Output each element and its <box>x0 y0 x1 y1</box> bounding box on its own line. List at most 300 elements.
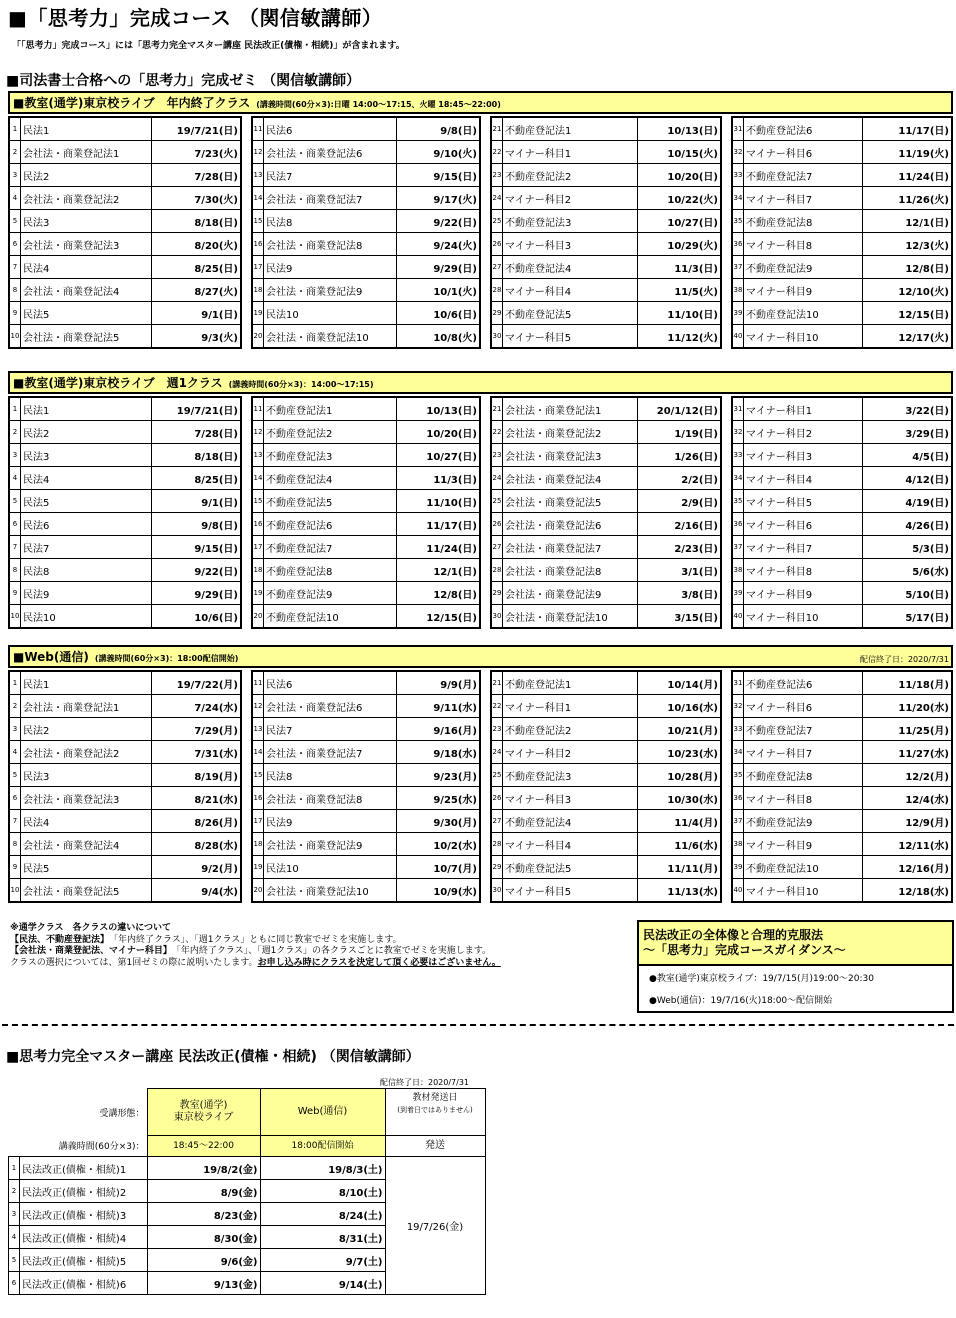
session-subject: 不動産登記法5 <box>503 856 638 879</box>
lecture-date-classroom: 19/8/2(金) <box>147 1157 260 1180</box>
table-row <box>9 210 241 233</box>
session-number: 22 <box>491 695 503 718</box>
block-title: ■Web(通信) <box>13 650 89 664</box>
session-date: 10/16(水) <box>638 695 722 718</box>
session-subject: マイナー科目3 <box>503 787 638 810</box>
session-date: 11/24(日) <box>397 536 481 559</box>
block-columns <box>8 670 953 903</box>
session-date: 11/17(日) <box>863 117 953 141</box>
table-row <box>252 325 480 349</box>
session-subject: 不動産登記法8 <box>744 210 863 233</box>
session-number: 32 <box>732 141 744 164</box>
session-subject: 民法2 <box>21 718 152 741</box>
table-row <box>9 164 241 187</box>
session-date: 12/15(日) <box>397 605 481 629</box>
session-number: 37 <box>732 810 744 833</box>
table-row <box>9 397 241 421</box>
session-date: 2/2(日) <box>638 467 722 490</box>
session-number: 7 <box>9 810 21 833</box>
session-subject: 会社法・商業登記法7 <box>503 536 638 559</box>
session-number: 29 <box>491 582 503 605</box>
session-number: 28 <box>491 559 503 582</box>
session-number: 13 <box>252 444 264 467</box>
session-date: 12/3(火) <box>863 233 953 256</box>
form-label: 受講形態： <box>99 1108 145 1119</box>
session-subject: 不動産登記法3 <box>503 210 638 233</box>
session-number: 4 <box>9 741 21 764</box>
session-subject: マイナー科目9 <box>744 279 863 302</box>
session-date: 11/6(水) <box>638 833 722 856</box>
table-row <box>9 559 241 582</box>
table-row <box>491 397 721 421</box>
session-number: 8 <box>9 833 21 856</box>
session-number: 25 <box>491 490 503 513</box>
table-row <box>252 582 480 605</box>
session-subject: 不動産登記法2 <box>503 164 638 187</box>
session-date: 9/30(月) <box>397 810 481 833</box>
session-subject: 民法5 <box>21 856 152 879</box>
session-date: 10/29(火) <box>638 233 722 256</box>
schedule-table <box>251 116 481 349</box>
session-date: 10/23(水) <box>638 741 722 764</box>
session-date: 11/26(火) <box>863 187 953 210</box>
session-date: 12/10(火) <box>863 279 953 302</box>
session-number: 16 <box>252 233 264 256</box>
session-number: 32 <box>732 421 744 444</box>
session-subject: 民法1 <box>21 117 152 141</box>
session-number: 40 <box>732 879 744 903</box>
notes-line <box>10 935 630 947</box>
lecture-name: 民法改正(債権・相続)6 <box>20 1272 147 1295</box>
header-classroom-line1: 教室(通学) <box>179 1100 228 1111</box>
session-number: 31 <box>732 397 744 421</box>
session-date: 7/28(日) <box>152 421 242 444</box>
table-row <box>491 279 721 302</box>
table-row <box>732 256 952 279</box>
table-row <box>732 582 952 605</box>
session-date: 12/9(月) <box>863 810 953 833</box>
header-shipping-line1: 教材発送日 <box>412 1093 458 1103</box>
session-number: 10 <box>9 325 21 349</box>
session-date: 4/12(日) <box>863 467 953 490</box>
session-date: 8/27(火) <box>152 279 242 302</box>
session-number: 35 <box>732 764 744 787</box>
table-row <box>491 582 721 605</box>
session-subject: 不動産登記法6 <box>264 513 397 536</box>
table-row <box>252 141 480 164</box>
table-row <box>491 536 721 559</box>
session-subject: マイナー科目8 <box>744 559 863 582</box>
table-row <box>9 605 241 629</box>
time-classroom: 18:45～22:00 <box>147 1136 260 1157</box>
session-number: 10 <box>9 879 21 903</box>
session-date: 9/1(日) <box>152 490 242 513</box>
session-date: 11/20(水) <box>863 695 953 718</box>
schedule-table <box>8 670 242 903</box>
session-number: 21 <box>491 117 503 141</box>
session-date: 12/17(火) <box>863 325 953 349</box>
session-subject: マイナー科目7 <box>744 187 863 210</box>
session-date: 10/13(日) <box>397 397 481 421</box>
session-number: 23 <box>491 444 503 467</box>
table-row <box>9 513 241 536</box>
session-date: 9/11(水) <box>397 695 481 718</box>
table-row <box>491 187 721 210</box>
session-number: 21 <box>491 671 503 695</box>
notes-text: クラスの選択については、第1回ゼミの際に説明いたします。 <box>10 957 258 968</box>
session-subject: 不動産登記法3 <box>503 764 638 787</box>
table-row <box>252 764 480 787</box>
block-columns <box>8 116 953 349</box>
session-date: 10/13(日) <box>638 117 722 141</box>
session-subject: 民法6 <box>264 117 397 141</box>
session-subject: マイナー科目2 <box>503 187 638 210</box>
schedule-block <box>8 371 953 629</box>
session-date: 7/31(水) <box>152 741 242 764</box>
table-row <box>732 141 952 164</box>
session-subject: 会社法・商業登記法10 <box>503 605 638 629</box>
table-row <box>9 444 241 467</box>
table-row <box>9 256 241 279</box>
session-date: 10/30(水) <box>638 787 722 810</box>
session-date: 11/13(水) <box>638 879 722 903</box>
session-date: 7/28(日) <box>152 164 242 187</box>
session-subject: 会社法・商業登記法4 <box>503 467 638 490</box>
schedule-table <box>251 396 481 629</box>
session-date: 5/3(日) <box>863 536 953 559</box>
session-date: 5/6(水) <box>863 559 953 582</box>
table-row <box>252 559 480 582</box>
schedule-table <box>731 116 953 349</box>
session-subject: 不動産登記法1 <box>264 397 397 421</box>
session-subject: 会社法・商業登記法2 <box>503 421 638 444</box>
table-row <box>9 141 241 164</box>
table-row <box>9 233 241 256</box>
session-date: 10/1(火) <box>397 279 481 302</box>
session-date: 10/22(火) <box>638 187 722 210</box>
session-number: 11 <box>252 397 264 421</box>
table-row <box>491 117 721 141</box>
session-subject: 不動産登記法7 <box>744 718 863 741</box>
session-subject: マイナー科目9 <box>744 582 863 605</box>
session-number: 37 <box>732 256 744 279</box>
block-title: ■教室(通学)東京校ライブ 年内終了クラス <box>13 96 251 110</box>
table-row <box>252 856 480 879</box>
session-subject: 会社法・商業登記法8 <box>503 559 638 582</box>
session-date: 3/22(日) <box>863 397 953 421</box>
session-number: 2 <box>9 141 21 164</box>
table-row <box>491 302 721 325</box>
session-number: 14 <box>252 187 264 210</box>
session-date: 11/19(火) <box>863 141 953 164</box>
lecture-name: 民法改正(債権・相続)2 <box>20 1180 147 1203</box>
table-row <box>491 764 721 787</box>
session-date: 10/8(火) <box>397 325 481 349</box>
session-number: 36 <box>732 513 744 536</box>
lecture-date-web: 8/31(土) <box>260 1226 385 1249</box>
session-date: 12/8(日) <box>397 582 481 605</box>
session-subject: 民法8 <box>264 764 397 787</box>
lecture-number: 4 <box>9 1226 20 1249</box>
session-date: 9/3(火) <box>152 325 242 349</box>
session-date: 4/5(日) <box>863 444 953 467</box>
table-row <box>491 513 721 536</box>
session-number: 1 <box>9 117 21 141</box>
session-subject: 会社法・商業登記法3 <box>21 787 152 810</box>
block-end-date: 配信終了日：2020/7/31 <box>859 655 949 664</box>
session-number: 24 <box>491 187 503 210</box>
notes-emphasis: お申し込み時にクラスを決定して頂く必要はございません。 <box>257 957 501 968</box>
table-row <box>9 582 241 605</box>
session-date: 7/24(水) <box>152 695 242 718</box>
table-row <box>252 444 480 467</box>
session-date: 8/18(日) <box>152 444 242 467</box>
session-subject: 不動産登記法4 <box>503 256 638 279</box>
session-number: 39 <box>732 582 744 605</box>
session-number: 7 <box>9 536 21 559</box>
session-number: 39 <box>732 302 744 325</box>
session-date: 11/24(日) <box>863 164 953 187</box>
table-row <box>252 536 480 559</box>
table-row <box>252 810 480 833</box>
notes-line <box>10 946 630 958</box>
table-row <box>732 421 952 444</box>
schedule-table <box>8 116 242 349</box>
session-subject: 民法8 <box>264 210 397 233</box>
session-number: 13 <box>252 718 264 741</box>
table-row <box>491 718 721 741</box>
schedule-block <box>8 645 953 903</box>
table-row <box>732 810 952 833</box>
session-subject: 会社法・商業登記法6 <box>503 513 638 536</box>
lecture-date-classroom: 9/6(金) <box>147 1249 260 1272</box>
session-date: 9/15(日) <box>397 164 481 187</box>
table-row <box>491 164 721 187</box>
session-number: 9 <box>9 856 21 879</box>
guidance-line: ●Web(通信)：19/7/16(火)18:00～配信開始 <box>649 996 833 1006</box>
session-date: 3/1(日) <box>638 559 722 582</box>
table-row <box>252 164 480 187</box>
session-number: 6 <box>9 233 21 256</box>
table-row <box>491 444 721 467</box>
session-number: 22 <box>491 141 503 164</box>
session-number: 8 <box>9 279 21 302</box>
session-subject: 民法7 <box>264 164 397 187</box>
session-number: 18 <box>252 833 264 856</box>
lecture-name: 民法改正(債権・相続)5 <box>20 1249 147 1272</box>
session-subject: マイナー科目5 <box>744 490 863 513</box>
session-subject: 不動産登記法6 <box>744 671 863 695</box>
session-subject: 会社法・商業登記法9 <box>503 582 638 605</box>
session-number: 6 <box>9 787 21 810</box>
session-number: 11 <box>252 117 264 141</box>
session-subject: 民法3 <box>21 210 152 233</box>
session-subject: 不動産登記法10 <box>744 856 863 879</box>
session-date: 10/21(月) <box>638 718 722 741</box>
session-date: 1/19(日) <box>638 421 722 444</box>
table-row <box>491 605 721 629</box>
session-subject: 不動産登記法9 <box>264 582 397 605</box>
lecture-name: 民法改正(債権・相続)4 <box>20 1226 147 1249</box>
session-number: 27 <box>491 810 503 833</box>
session-subject: 不動産登記法1 <box>503 671 638 695</box>
table-row <box>491 210 721 233</box>
lecture-date-web: 19/8/3(土) <box>260 1157 385 1180</box>
session-date: 11/25(月) <box>863 718 953 741</box>
session-subject: 会社法・商業登記法1 <box>503 397 638 421</box>
table-row <box>732 467 952 490</box>
session-subject: 会社法・商業登記法10 <box>264 325 397 349</box>
table-row <box>252 302 480 325</box>
session-subject: 会社法・商業登記法4 <box>21 833 152 856</box>
session-subject: 会社法・商業登記法1 <box>21 695 152 718</box>
notes-heading: ※通学クラス 各クラスの違いについて <box>10 923 172 933</box>
session-date: 12/2(月) <box>863 764 953 787</box>
header-web: Web(通信) <box>260 1089 385 1136</box>
session-number: 24 <box>491 467 503 490</box>
table-row <box>9 879 241 903</box>
session-subject: 会社法・商業登記法5 <box>21 879 152 903</box>
session-subject: 民法7 <box>264 718 397 741</box>
time-label: 講義時間(60分×3)： <box>58 1142 145 1153</box>
lecture-date-web: 9/7(土) <box>260 1249 385 1272</box>
lecture-date-web: 8/10(土) <box>260 1180 385 1203</box>
session-number: 9 <box>9 582 21 605</box>
table-row <box>9 787 241 810</box>
session-subject: 民法10 <box>264 302 397 325</box>
session-date: 10/7(月) <box>397 856 481 879</box>
table-row <box>732 279 952 302</box>
session-number: 19 <box>252 856 264 879</box>
session-subject: 民法3 <box>21 444 152 467</box>
table-row <box>732 671 952 695</box>
table-row <box>252 879 480 903</box>
session-number: 17 <box>252 256 264 279</box>
session-date: 10/28(月) <box>638 764 722 787</box>
session-subject: マイナー科目3 <box>744 444 863 467</box>
session-date: 10/27(日) <box>397 444 481 467</box>
session-date: 10/6(日) <box>152 605 242 629</box>
table-row <box>9 1157 486 1180</box>
session-number: 12 <box>252 421 264 444</box>
table-row <box>252 490 480 513</box>
lecture-date-web: 9/14(土) <box>260 1272 385 1295</box>
session-number: 39 <box>732 856 744 879</box>
master-heading: ■思考力完全マスター講座 民法改正(債権・相続) （関信敏講師） <box>6 1049 420 1065</box>
session-subject: 会社法・商業登記法2 <box>21 741 152 764</box>
session-number: 5 <box>9 490 21 513</box>
table-row <box>732 856 952 879</box>
notes-label: 【会社法・商業登記法、マイナー科目】 <box>10 946 168 956</box>
table-row <box>491 421 721 444</box>
session-subject: 会社法・商業登記法9 <box>264 833 397 856</box>
table-row <box>491 787 721 810</box>
session-subject: マイナー科目8 <box>744 787 863 810</box>
session-subject: 不動産登記法5 <box>264 490 397 513</box>
session-number: 38 <box>732 833 744 856</box>
session-date: 5/10(日) <box>863 582 953 605</box>
block-columns <box>8 396 953 629</box>
notes-text: 「年内終了クラス」、「週1クラス」の各クラスごとに教室でゼミを実施します。 <box>176 946 492 956</box>
table-row <box>252 513 480 536</box>
table-row <box>732 559 952 582</box>
session-subject: 民法4 <box>21 467 152 490</box>
session-number: 2 <box>9 695 21 718</box>
session-subject: 民法10 <box>21 605 152 629</box>
block-subtitle: (講義時間(60分×3):日曜 14:00～17:15、火曜 18:45～22:00) <box>256 100 501 109</box>
session-subject: 会社法・商業登記法9 <box>264 279 397 302</box>
session-date: 19/7/21(日) <box>152 117 242 141</box>
session-date: 11/10(日) <box>638 302 722 325</box>
table-row <box>732 513 952 536</box>
session-subject: 会社法・商業登記法1 <box>21 141 152 164</box>
table-row <box>9 490 241 513</box>
session-number: 14 <box>252 741 264 764</box>
session-number: 13 <box>252 164 264 187</box>
session-date: 10/20(日) <box>397 421 481 444</box>
session-number: 30 <box>491 879 503 903</box>
session-date: 12/1(日) <box>863 210 953 233</box>
session-subject: 民法5 <box>21 302 152 325</box>
session-number: 27 <box>491 256 503 279</box>
header-shipping <box>385 1089 485 1136</box>
table-row <box>252 187 480 210</box>
session-date: 3/29(日) <box>863 421 953 444</box>
table-row <box>491 695 721 718</box>
session-number: 37 <box>732 536 744 559</box>
session-subject: 会社法・商業登記法7 <box>264 741 397 764</box>
session-number: 20 <box>252 605 264 629</box>
table-row <box>252 233 480 256</box>
session-date: 10/20(日) <box>638 164 722 187</box>
block-subtitle: (講義時間(60分×3)：18:00配信開始) <box>94 654 239 663</box>
schedule-table <box>251 670 481 903</box>
session-number: 1 <box>9 397 21 421</box>
block-subtitle: (講義時間(60分×3)：14:00～17:15) <box>228 380 374 389</box>
table-row <box>732 536 952 559</box>
notes-text: 「年内終了クラス」、「週1クラス」ともに同じ教室でゼミを実施します。 <box>113 934 402 945</box>
session-number: 15 <box>252 764 264 787</box>
session-subject: 不動産登記法8 <box>264 559 397 582</box>
guidance-box <box>637 920 954 1013</box>
table-row <box>491 325 721 349</box>
session-date: 12/1(日) <box>397 559 481 582</box>
session-date: 10/9(水) <box>397 879 481 903</box>
lecture-number: 6 <box>9 1272 20 1295</box>
session-date: 7/30(火) <box>152 187 242 210</box>
session-date: 9/2(月) <box>152 856 242 879</box>
session-date: 3/15(日) <box>638 605 722 629</box>
header-shipping-line2: (到着日ではありません) <box>397 1106 473 1114</box>
session-subject: 会社法・商業登記法6 <box>264 141 397 164</box>
session-date: 9/9(月) <box>397 671 481 695</box>
session-date: 8/18(日) <box>152 210 242 233</box>
session-date: 10/6(日) <box>397 302 481 325</box>
session-date: 9/16(月) <box>397 718 481 741</box>
table-row <box>252 718 480 741</box>
session-number: 5 <box>9 210 21 233</box>
session-subject: 不動産登記法7 <box>744 164 863 187</box>
session-subject: 不動産登記法1 <box>503 117 638 141</box>
session-date: 11/17(日) <box>397 513 481 536</box>
table-row <box>252 210 480 233</box>
session-subject: マイナー科目1 <box>503 141 638 164</box>
table-row <box>252 279 480 302</box>
session-date: 9/1(日) <box>152 302 242 325</box>
table-row <box>491 490 721 513</box>
session-subject: 不動産登記法3 <box>264 444 397 467</box>
session-date: 11/27(水) <box>863 741 953 764</box>
